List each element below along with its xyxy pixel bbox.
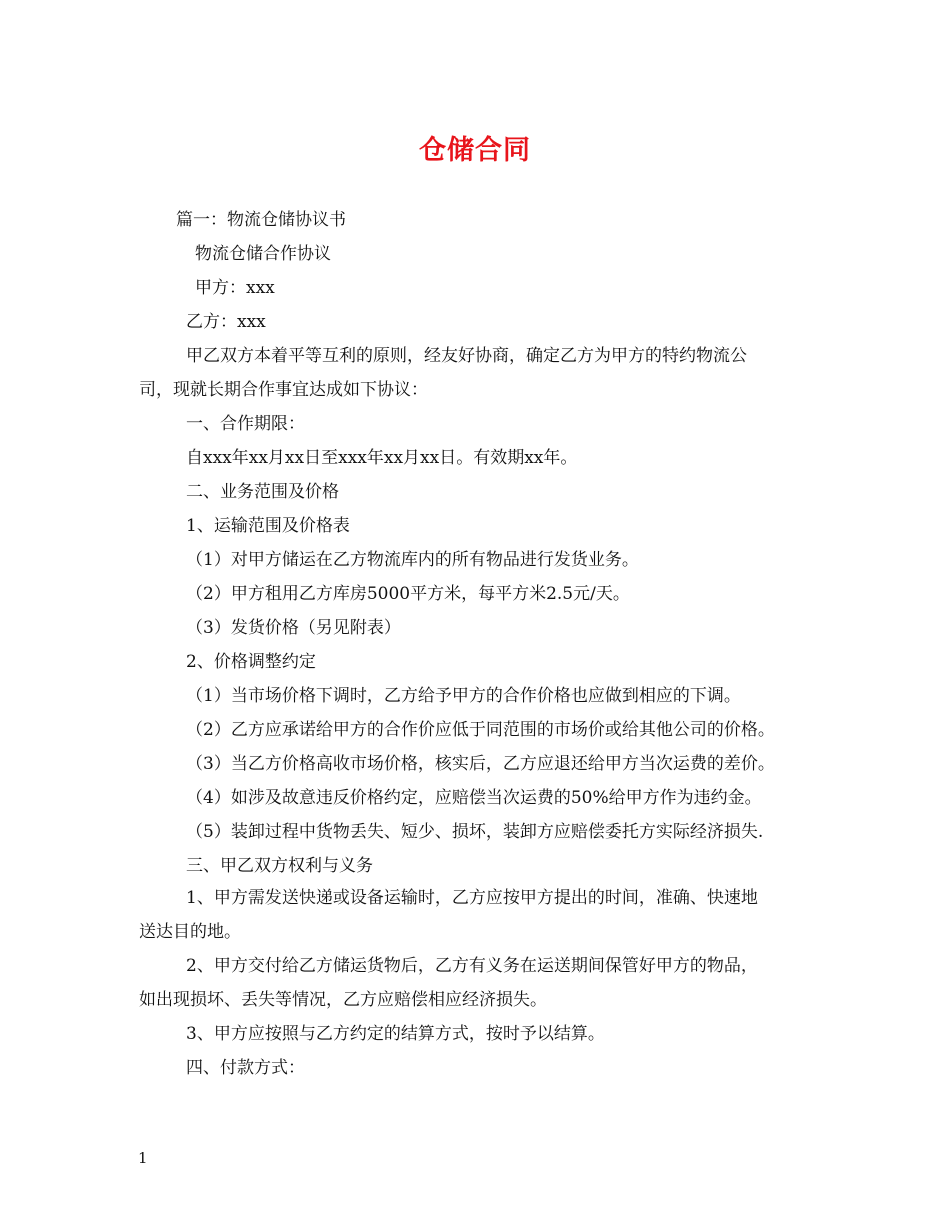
paragraph-line: 3、甲方应按照与乙方约定的结算方式，按时予以结算。 (186, 1024, 605, 1044)
clause-heading: 二、业务范围及价格 (186, 482, 339, 502)
clause-heading: 一、合作期限： (186, 414, 305, 434)
paragraph-line: 甲乙双方本着平等互利的原则，经友好协商，确定乙方为甲方的特约物流公 (186, 346, 747, 366)
document-title: 仓储合同 (419, 135, 531, 166)
list-item: （1）当市场价格下调时，乙方给予甲方的合作价格也应做到相应的下调。 (186, 686, 741, 706)
paragraph-line: 2、甲方交付给乙方储运货物后，乙方有义务在运送期间保管好甲方的物品， (186, 956, 758, 976)
paragraph-line: 司，现就长期合作事宜达成如下协议： (139, 380, 428, 400)
party-b: 乙方：xxx (186, 312, 266, 332)
page-number: 1 (138, 1149, 148, 1167)
list-item: （2）甲方租用乙方库房5000平方米，每平方米2.5元/天。 (186, 584, 630, 604)
paragraph-line: 送达目的地。 (139, 922, 241, 942)
list-item: （5）装卸过程中货物丢失、短少、损坏，装卸方应赔偿委托方实际经济损失. (186, 822, 764, 842)
paragraph-line: 如出现损坏、丢失等情况，乙方应赔偿相应经济损失。 (139, 990, 547, 1010)
list-item: （4）如涉及故意违反价格约定，应赔偿当次运费的50%给甲方作为违约金。 (186, 788, 762, 808)
clause-heading: 三、甲乙双方权利与义务 (186, 856, 373, 876)
sub-heading: 1、运输范围及价格表 (186, 516, 350, 536)
list-item: （2）乙方应承诺给甲方的合作价应低于同范围的市场价或给其他公司的价格。 (186, 720, 775, 740)
party-a: 甲方：xxx (195, 278, 275, 298)
section-heading: 篇一：物流仓储协议书 (176, 210, 346, 230)
sub-heading: 2、价格调整约定 (186, 652, 316, 672)
paragraph-line: 自xxx年xx月xx日至xxx年xx月xx日。有效期xx年。 (186, 448, 578, 468)
list-item: （3）当乙方价格高收市场价格，核实后，乙方应退还给甲方当次运费的差价。 (186, 754, 775, 774)
list-item: （1）对甲方储运在乙方物流库内的所有物品进行发货业务。 (186, 550, 639, 570)
clause-heading: 四、付款方式： (186, 1058, 305, 1078)
paragraph-line: 1、甲方需发送快递或设备运输时，乙方应按甲方提出的时间，准确、快速地 (186, 888, 758, 908)
agreement-name: 物流仓储合作协议 (195, 244, 331, 264)
list-item: （3）发货价格（另见附表） (186, 618, 401, 638)
